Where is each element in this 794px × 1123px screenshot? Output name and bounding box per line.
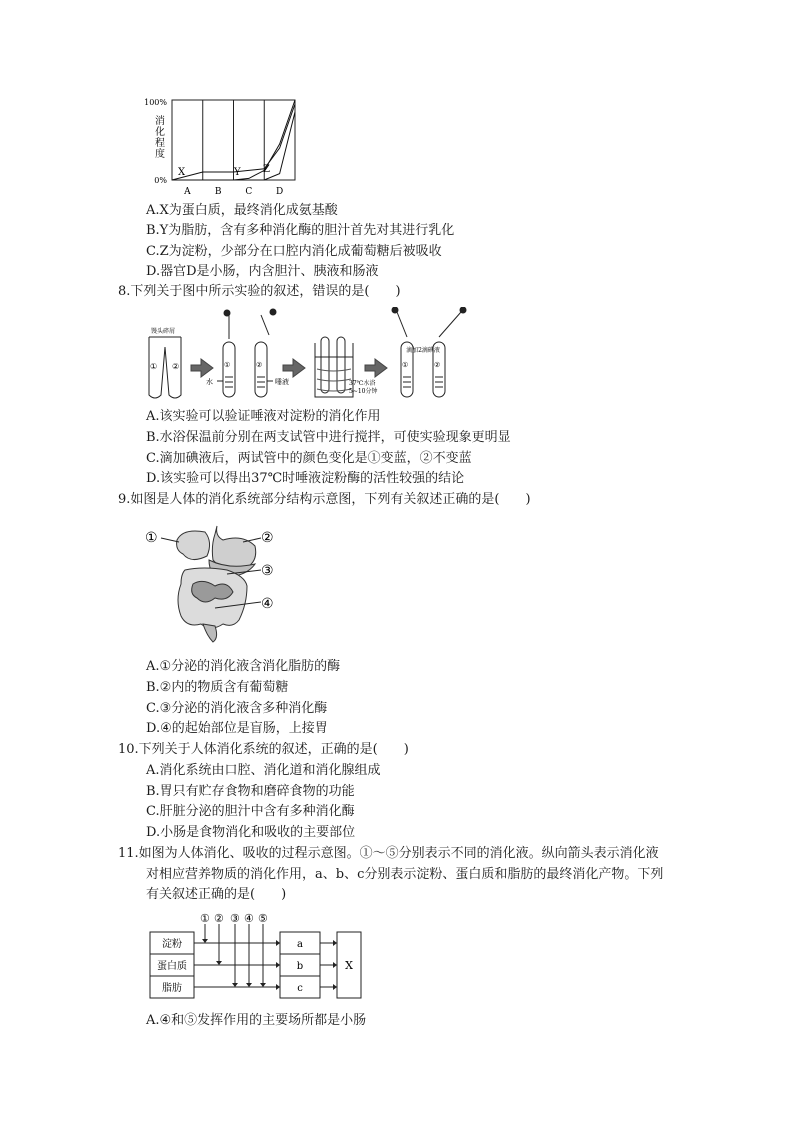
organ-label-4: ④ [261, 596, 274, 612]
digestive-system-figure [143, 520, 283, 650]
input-starch: 淀粉 [162, 939, 182, 950]
y-axis-label: 消化程度 [155, 116, 165, 160]
q10-stem: 10.下列关于人体消化系统的叙述，正确的是( ) [118, 742, 409, 757]
juice-2: ② [214, 912, 224, 925]
q8-option-a[interactable]: A.该实验可以验证唾液对淀粉的消化作用 [146, 409, 381, 424]
q8-option-c[interactable]: C.滴加碘液后，两试管中的颜色变化是①变蓝，②不变蓝 [146, 451, 472, 466]
label-time: 5~10分钟 [349, 388, 378, 395]
product-c: c [297, 983, 303, 994]
q7-option-c[interactable]: C.Z为淀粉，少部分在口腔内消化成葡萄糖后被吸收 [146, 244, 442, 259]
series-label-x: X [178, 167, 186, 178]
q11-option-a[interactable]: A.④和⑤发挥作用的主要场所都是小肠 [146, 1013, 367, 1028]
q10-option-b[interactable]: B.胃只有贮存食物和磨碎食物的功能 [146, 784, 355, 799]
label-num1-b: ① [224, 361, 231, 369]
x-tick-label: A [184, 187, 191, 197]
series-label-y: Y [234, 167, 241, 178]
organ-label-1: ① [145, 530, 158, 546]
q7-option-b[interactable]: B.Y为脂肪，含有多种消化酶的胆汁首先对其进行乳化 [146, 223, 455, 238]
q10-option-c[interactable]: C.肝脏分泌的胆汁中含有多种消化酶 [146, 804, 355, 819]
q11-stem-line3: 有关叙述正确的是( ) [146, 887, 287, 902]
y-tick-bottom: 0% [154, 176, 167, 185]
q11-stem-line1: 11.如图为人体消化、吸收的过程示意图。①～⑤分别表示不同的消化液。纵向箭头表示消化液 [118, 846, 659, 861]
q8-stem: 8.下列关于图中所示实验的叙述，错误的是( ) [118, 284, 401, 299]
label-water: 水 [206, 378, 213, 386]
output-x: X [345, 959, 353, 972]
organ-label-2: ② [261, 530, 274, 546]
y-tick-top: 100% [144, 98, 167, 107]
label-num2-b: ② [256, 361, 263, 369]
digestion-flow-diagram [143, 910, 368, 1002]
product-b: b [296, 961, 304, 972]
organ-label-3: ③ [261, 563, 274, 579]
q9-option-d[interactable]: D.④的起始部位是盲肠，上接胃 [146, 721, 328, 736]
q9-option-b[interactable]: B.②内的物质含有葡萄糖 [146, 680, 289, 695]
label-iodine: 滴加2滴碘液 [406, 347, 440, 354]
x-tick-label: C [245, 187, 253, 197]
juice-4: ④ [244, 912, 254, 925]
q7-option-d[interactable]: D.器官D是小肠，内含胆汁、胰液和肠液 [146, 264, 379, 279]
label-saliva: 唾液 [275, 378, 289, 386]
experiment-figure [143, 307, 483, 405]
q9-option-a[interactable]: A.①分泌的消化液含消化脂肪的酶 [146, 659, 341, 674]
label-num2-c: ② [434, 361, 441, 369]
x-tick-label: D [276, 187, 284, 197]
q8-option-b[interactable]: B.水浴保温前分别在两支试管中进行搅拌，可使实验现象更明显 [146, 430, 511, 445]
q11-stem-line2: 对相应营养物质的消化作用，a、b、c分别表示淀粉、蛋白质和脂肪的最终消化产物。下列 [146, 867, 664, 882]
product-a: a [297, 939, 303, 950]
juice-1: ① [200, 912, 210, 925]
q10-option-a[interactable]: A.消化系统由口腔、消化道和消化腺组成 [146, 763, 381, 778]
q9-option-c[interactable]: C.③分泌的消化液含多种消化酶 [146, 701, 328, 716]
digestion-chart [140, 94, 310, 200]
q9-stem: 9.如图是人体的消化系统部分结构示意图，下列有关叙述正确的是( ) [118, 492, 531, 507]
label-num2-a: ② [172, 362, 180, 371]
label-num1-a: ① [150, 362, 158, 371]
q7-option-a[interactable]: A.X为蛋白质，最终消化成氨基酸 [146, 203, 338, 218]
juice-5: ⑤ [258, 912, 268, 925]
label-tube-top: 馒头碎屑 [150, 328, 176, 335]
q8-option-d[interactable]: D.该实验可以得出37℃时唾液淀粉酶的活性较强的结论 [146, 471, 465, 486]
q10-option-d[interactable]: D.小肠是食物消化和吸收的主要部位 [146, 825, 356, 840]
series-label-z: Z [263, 164, 270, 175]
juice-3: ③ [230, 912, 240, 925]
input-protein: 蛋白质 [157, 961, 187, 972]
label-bath: 37℃水浴 [349, 380, 376, 387]
input-fat: 脂肪 [162, 983, 182, 994]
label-num1-c: ① [402, 361, 409, 369]
x-tick-label: B [214, 187, 222, 197]
